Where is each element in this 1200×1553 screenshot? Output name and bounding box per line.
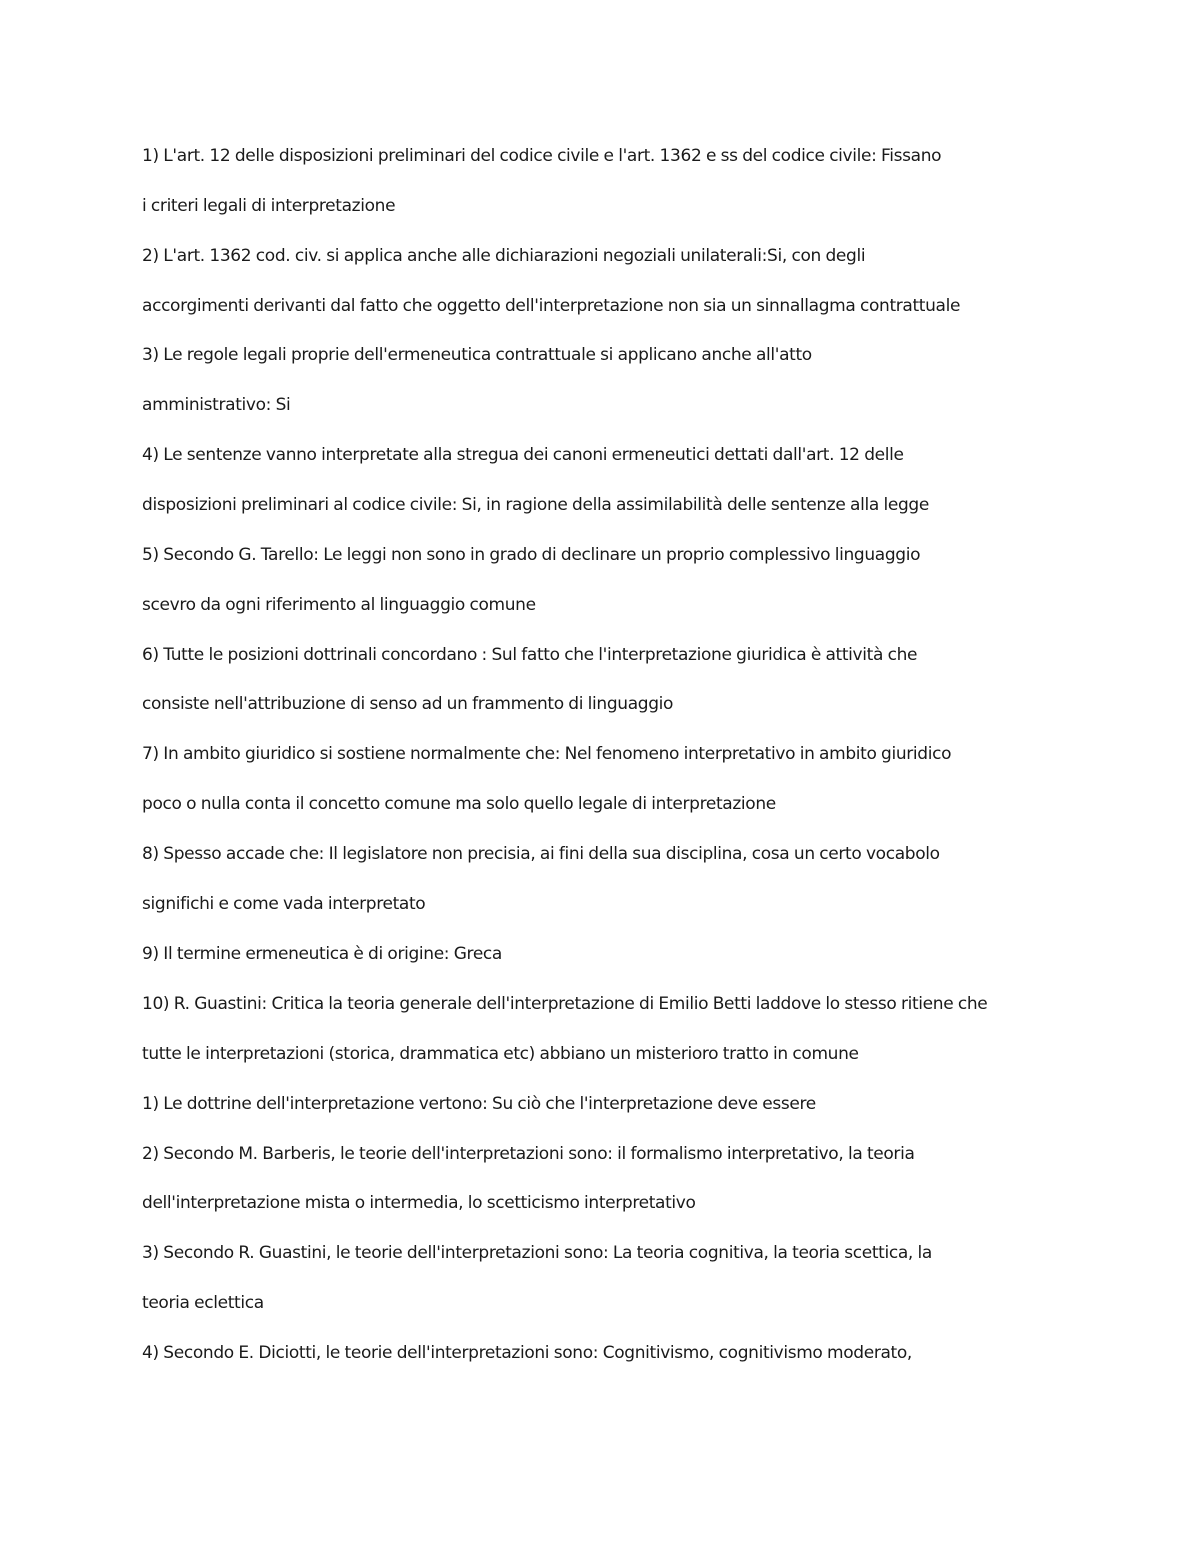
- text-line: 10) R. Guastini: Critica la teoria generale dell'interpretazione di Emilio Betti laddove lo stesso ritiene che: [142, 994, 988, 1014]
- text-line: 9) Il termine ermeneutica è di origine: Greca: [142, 944, 502, 964]
- text-line: 8) Spesso accade che: Il legislatore non precisia, ai fini della sua disciplina, cosa un certo vocabolo: [142, 844, 940, 864]
- text-line: 1) Le dottrine dell'interpretazione vertono: Su ciò che l'interpretazione deve essere: [142, 1094, 816, 1114]
- text-line: 7) In ambito giuridico si sostiene normalmente che: Nel fenomeno interpretativo in ambito giuridico: [142, 744, 952, 764]
- text-line: amministrativo: Si: [142, 395, 291, 415]
- text-line: 2) L'art. 1362 cod. civ. si applica anche alle dichiarazioni negoziali unilaterali:Si, con degli: [142, 246, 866, 266]
- text-line: significhi e come vada interpretato: [142, 894, 426, 914]
- text-line: 1) L'art. 12 delle disposizioni preliminari del codice civile e l'art. 1362 e ss del codice civile: Fissano: [142, 146, 942, 166]
- text-line: i criteri legali di interpretazione: [142, 196, 396, 216]
- text-line: disposizioni preliminari al codice civile: Si, in ragione della assimilabilità delle sentenze alla legge: [142, 495, 929, 515]
- text-line: teoria eclettica: [142, 1293, 264, 1313]
- text-line: scevro da ogni riferimento al linguaggio comune: [142, 595, 536, 615]
- text-line: 6) Tutte le posizioni dottrinali concordano : Sul fatto che l'interpretazione giuridica è attività che: [142, 645, 918, 665]
- text-line: 3) Secondo R. Guastini, le teorie dell'interpretazioni sono: La teoria cognitiva, la teoria scettica, la: [142, 1243, 932, 1263]
- text-line: accorgimenti derivanti dal fatto che oggetto dell'interpretazione non sia un sinnallagma contrattuale: [142, 296, 961, 316]
- text-line: 3) Le regole legali proprie dell'ermeneutica contrattuale si applicano anche all'atto: [142, 345, 812, 365]
- text-line: 2) Secondo M. Barberis, le teorie dell'interpretazioni sono: il formalismo interpretativo, la teoria: [142, 1144, 915, 1164]
- text-line: dell'interpretazione mista o intermedia, lo scetticismo interpretativo: [142, 1193, 696, 1213]
- text-line: 4) Le sentenze vanno interpretate alla stregua dei canoni ermeneutici dettati dall'art. 12 delle: [142, 445, 904, 465]
- text-line: poco o nulla conta il concetto comune ma solo quello legale di interpretazione: [142, 794, 776, 814]
- text-line: tutte le interpretazioni (storica, drammatica etc) abbiano un misterioro tratto in comune: [142, 1044, 859, 1064]
- text-line: 5) Secondo G. Tarello: Le leggi non sono in grado di declinare un proprio complessivo linguaggio: [142, 545, 921, 565]
- text-line: 4) Secondo E. Diciotti, le teorie dell'interpretazioni sono: Cognitivismo, cognitivismo moderato,: [142, 1343, 912, 1363]
- text-line: consiste nell'attribuzione di senso ad un frammento di linguaggio: [142, 694, 674, 714]
